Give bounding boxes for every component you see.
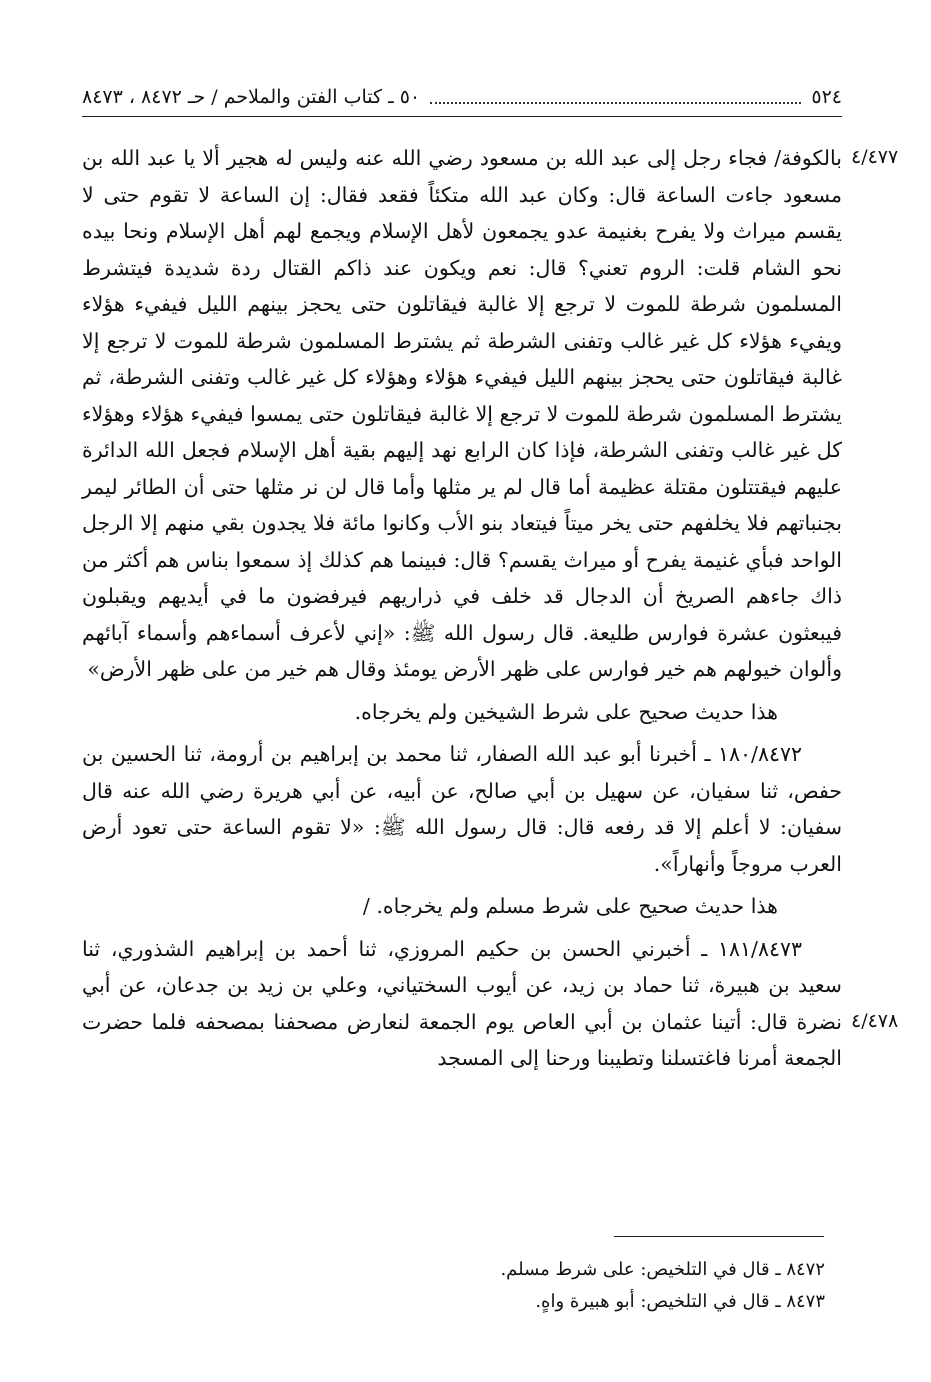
- hadith-8472-paragraph: ١٨٠/٨٤٧٢ ـ أخبرنا أبو عبد الله الصفار، ثنا محمد بن إبراهيم بن أرومة، ثنا الحسين بن حفص، ثنا سفيان، عن سهيل بن أبي صالح، عن أبيه، عن أبي هريرة رضي الله عنه قال سفيان: لا أعلم إلا قد رفعه قال: قال رسول الله ﷺ: «لا تقوم الساعة حتى تعود أرض العرب مروجاً وأنهاراً».: [82, 742, 842, 876]
- grading-note-1: هذا حديث صحيح على شرط الشيخين ولم يخرجاه.: [354, 699, 778, 724]
- footnote-8473: ٨٤٧٣ ـ قال في التلخيص: أبو هبيرة واهٍ.: [535, 1291, 825, 1312]
- header-rule: [82, 116, 842, 117]
- dotted-leader: [430, 102, 801, 104]
- running-header: [82, 82, 842, 112]
- main-text: [82, 140, 842, 1077]
- grading-note-2: هذا حديث صحيح على شرط مسلم ولم يخرجاه. /: [362, 894, 778, 918]
- running-title: ٥٠ ـ كتاب الفتن والملاحم / حـ ٨٤٧٢ ، ٨٤٧٣: [82, 86, 421, 108]
- page-number: ٥٢٤: [811, 86, 842, 108]
- footnote-8472: ٨٤٧٢ ـ قال في التلخيص: على شرط مسلم.: [500, 1259, 825, 1280]
- footnotes: [300, 1254, 825, 1318]
- hadith-continuation-paragraph: بالكوفة/ فجاء رجل إلى عبد الله بن مسعود رضي الله عنه وليس له هجير ألا يا عبد الله بن مسعود جاءت الساعة قال: وكان عبد الله متكئاً فقعد فقال: إن الساعة لا تقوم حتى لا يقسم ميراث ولا يفرح بغنيمة عدو يجمعون لأهل الإسلام ويجمع لهم أهل الإسلام ونحا بيده نحو الشام قلت: الروم تعني؟ قال: نعم ويكون عند ذاكم القتال ردة شديدة فيتشرط المسلمون شرطة للموت لا ترجع إلا غالبة فيقاتلون حتى يحجز بينهم الليل فيفيء هؤلاء ويفيء هؤلاء كل غير غالب وتفنى الشرطة ثم يشترط المسلمون شرطة للموت لا ترجع إلا غالبة فيقاتلون حتى يحجز بينهم الليل فيفيء هؤلاء وهؤلاء كل غير غالب وتفنى الشرطة، ثم يشترط المسلمون شرطة للموت لا ترجع إلا غالبة فيقاتلون حتى يمسوا فيفيء هؤلاء وهؤلاء كل غير غالب وتفنى الشرطة، فإذا كان الرابع نهد إليهم بقية أهل الإسلام فجعل الله الدائرة عليهم فيقتتلون مقتلة عظيمة أما قال لم ير مثلها وأما قال لن نر مثلها حتى أن الطائر ليمر بجنباتهم فلا يخلفهم حتى يخر ميتاً فيتعاد بنو الأب وكانوا مائة فلا يجدون بقي منهم إلا الرجل الواحد فبأي غنيمة يفرح أو ميراث يقسم؟ قال: فبينما هم كذلك إذ سمعوا بناس هم أكثر من ذاك جاءهم الصريخ أن الدجال قد خلف في ذراريهم فيرفضون ما في أيديهم ويقبلون فيبعثون عشرة فوارس طليعة. قال رسول الله ﷺ: «إني لأعرف أسماءهم وأسماء آبائهم وألوان خيولهم هم خير فوارس على ظهر الأرض يومئذ وقال هم خير من على ظهر الأرض»: [82, 146, 842, 681]
- margin-reference-2: ٤/٤٧٨: [851, 1010, 899, 1032]
- footnote-rule: [614, 1236, 824, 1237]
- hadith-8473-paragraph: ١٨١/٨٤٧٣ ـ أخبرني الحسن بن حكيم المروزي، ثنا أحمد بن إبراهيم الشذوري، ثنا سعيد بن هبيرة، ثنا حماد بن زيد، عن أيوب السختياني، وعلي بن زيد بن جدعان، عن أبي نضرة قال: أتينا عثمان بن أبي العاص يوم الجمعة لنعارض مصحفنا بمصحفه فلما حضرت الجمعة أمرنا فاغتسلنا وتطيبنا ورحنا إلى المسجد: [82, 936, 842, 1070]
- margin-reference-1: ٤/٤٧٧: [851, 146, 899, 168]
